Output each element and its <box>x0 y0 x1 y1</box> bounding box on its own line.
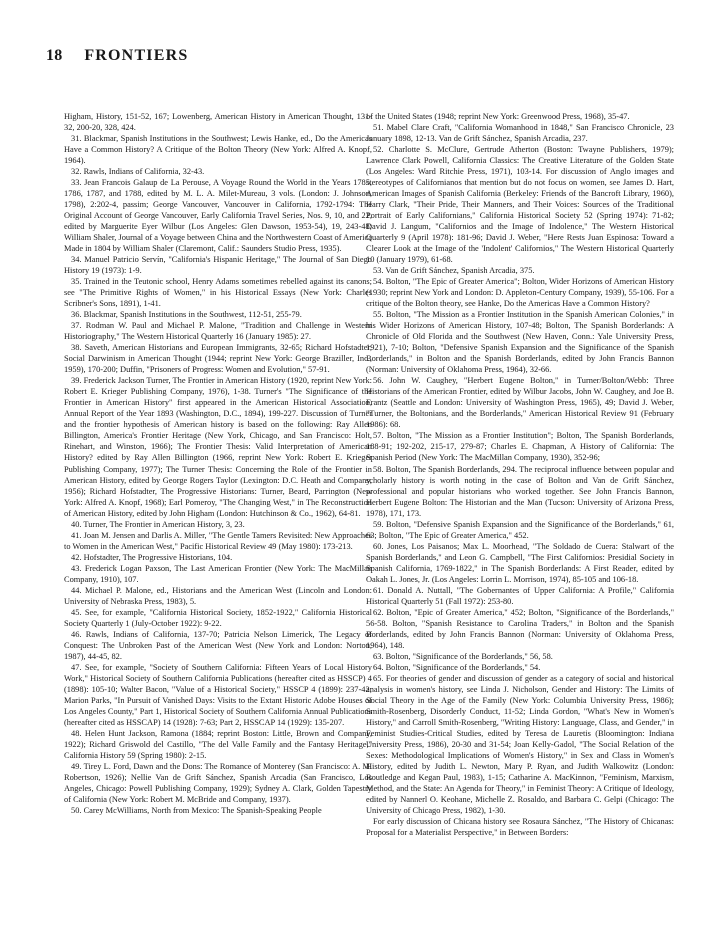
endnote: 42. Hofstadter, The Progressive Historians, 104. <box>71 552 233 562</box>
endnote: 39. Frederick Jackson Turner, The Frontier in American History (1920, reprint New York: Robert E. Krieger Publishing Company, 1976), 1-38. Turner's "The Significance of the Frontier in American History" first appeared in the American Historical Association, Annual Report of the Year 1893 (Washington, D.C., 1894), 199-227. Discussion of Turner and the frontier hypothesis of American history is based on the following: Ray Allen Billington, America's Frontier Heritage (New York, Chicago, and San Francisco: Holt, Rinehart, and Winston, 1966); The Frontier Thesis: Valid Interpretation of American History? edited by Ray Allen Billington (1966, reprint New York: Robert E. Krieger Publishing Company, 1977); The Turner Thesis: Concerning the Role of the Frontier in American History, edited by George Rogers Taylor (Lexington: D.C. Heath and Company, 1956); Richard Hofstadter, The Progressive Historians: Turner, Beard, Parrington (New York: Alfred A. Knopf, 1968); Earl Pomeroy, "The Changing West," in The Reconstruction of American History, edited by John Higham (London: Hutchinson & Co., 1962), 64-81. <box>64 376 372 518</box>
endnote: 53. Van de Grift Sánchez, Spanish Arcadia, 375. <box>373 266 535 276</box>
notes-column-right <box>366 111 674 838</box>
endnote: 64. Bolton, "Significance of the Borderlands," 54. <box>373 662 541 672</box>
endnote: 38. Saveth, American Historians and European Immigrants, 32-65; Richard Hofstadter, Social Darwinism in American Thought (1944; reprint New York: George Braziller, Inc., 1959), 170-200; Duffin, "Prisoners of Progress: Women and Evolution," 57-91. <box>64 343 372 375</box>
endnote: 50. Carey McWilliams, North from Mexico: The Spanish-Speaking People <box>71 805 322 815</box>
running-title: FRONTIERS <box>84 47 189 64</box>
endnote: 31. Blackmar, Spanish Institutions in the Southwest; Lewis Hanke, ed., Do the Americas Have a Common History? A Critique of the Bolton Theory (New York: Alfred A. Knopf, 1964). <box>64 134 372 166</box>
endnote: 43. Frederick Logan Paxson, The Last American Frontier (New York: The MacMillan Company, 1910), 107. <box>64 563 372 584</box>
endnote: 46. Rawls, Indians of California, 137-70; Patricia Nelson Limerick, The Legacy of Conquest: The Unbroken Past of the American West (New York and London: Norton, 1987), 44-45, 82. <box>64 629 372 661</box>
endnote: 32. Rawls, Indians of California, 32-43. <box>71 167 205 177</box>
endnote: 61. Donald A. Nuttall, "The Gobernantes of Upper California: A Profile," California Historical Quarterly 51 (Fall 1972): 253-80. <box>366 585 674 606</box>
endnote: 41. Joan M. Jensen and Darlis A. Miller, "The Gentle Tamers Revisited: New Approaches to Women in the American West," Pacific Historical Review 49 (May 1980): 173-213. <box>64 530 372 551</box>
endnote: 34. Manuel Patricio Servín, "California's Hispanic Heritage," The Journal of San Diego History 19 (1973): 1-9. <box>64 255 372 276</box>
endnote: of the United States (1948; reprint New York: Greenwood Press, 1968), 35-47. <box>366 112 630 121</box>
endnote: 37. Rodman W. Paul and Michael P. Malone, "Tradition and Challenge in Western Historiography," The Western Historical Quarterly 16 (January 1985): 27. <box>64 321 372 342</box>
endnote: 65. For theories of gender and discussion of gender as a category of social and historical analysis in women's history, see Linda J. Nicholson, Gender and History: The Limits of Social Theory in the Age of the Family (New York: Columbia University Press, 1986); Smith-Rosenberg, Disorderly Conduct, 11-52; Linda Gordon, "What's New in Women's History," and Carroll Smith-Rosenberg, "Writing History: Language, Class, and Gender," in Feminist Studies-Critical Studies, edited by Teresa de Lauretis (Bloomington: Indiana University Press, 1986), 20-30 and 31-54; Joan Kelly-Gadol, "The Social Relation of the Sexes: Methodological Implications of Women's History," in Sex and Class in Women's History, edited by Judith L. Newton, Mary P. Ryan, and Judith Walkowitz (London: Routledge and Kegan Paul, 1983), 1-15; Catharine A. MacKinnon, "Feminism, Marxism, Method, and the State: An Agenda for Theory," in Feminist Theory: A Critique of Ideology, edited by Nannerl O. Keohane, Michelle Z. Rosaldo, and Barbara C. Gelpi (Chicago: The University of Chicago Press, 1982), 1-30. <box>366 673 674 815</box>
endnote: 56. John W. Caughey, "Herbert Eugene Bolton," in Turner/Bolton/Webb: Three Historians of the American Frontier, edited by Wilbur Jacobs, John W. Caughey, and Joe B. Frantz (Seattle and London: University of Washington Press, 1965), 49; David J. Weber, "Turner, the Boltonians, and the Borderlands," American Historical Review 91 (February 1986): 68. <box>366 376 674 430</box>
endnote: 58. Bolton, The Spanish Borderlands, 294. The reciprocal influence between popular and scholarly history is worth noting in the case of Bolton and Van de Grift Sánchez, professional and popular historians who worked together. See John Francis Bannon, Herbert Eugene Bolton: The Historian and the Man (Tucson: University of Arizona Press, 1978), 171, 173. <box>366 464 674 518</box>
endnote: 45. See, for example, "California Historical Society, 1852-1922," California Historical Society Quarterly 1 (July-October 1922): 9-22. <box>64 607 372 628</box>
endnote: 49. Tirey L. Ford, Dawn and the Dons: The Romance of Monterey (San Francisco: A. M. Robertson, 1926); Nellie Van de Grift Sánchez, Spanish Arcadia (San Francisco, Los Angeles, Chicago: Powell Publishing Company, 1929); Sydney A. Clark, Golden Tapestry of California (New York: Robert M. McBride and Company, 1937). <box>64 761 372 804</box>
endnote: 52. Charlotte S. McClure, Gertrude Atherton (Boston: Twayne Publishers, 1979); Lawrence Clark Powell, California Classics: The Creative Literature of the Golden State (Los Angeles: Ward Ritchie Press, 1971), 103-14. For discussion of Anglo images and stereotypes of Californianos that mention but do not focus on women, see James D. Hart, American Images of Spanish California (Berkeley: Friends of the Bancroft Library, 1960), Harry Clark, "Their Pride, Their Manners, and Their Voices: Sources of the Traditional Portrait of Early Californians," California Historical Society 52 (Spring 1974): 71-82; David J. Langum, "Californios and the Image of Indolence," The Western Historical Quarterly 9 (April 1978): 181-96; David J. Weber, "Here Rests Juan Espinosa: Toward a Clearer Look at the Image of the 'Indolent' Californios," The Western Historical Quarterly 10 (January 1979), 61-68. <box>366 145 674 265</box>
endnote: 36. Blackmar, Spanish Institutions in the Southwest, 112-51, 255-79. <box>71 310 302 320</box>
endnote: 59. Bolton, "Defensive Spanish Expansion and the Significance of the Borderlands," 61, 63; Bolton, "The Epic of Greater America," 452. <box>366 519 674 540</box>
endnote: 40. Turner, The Frontier in American History, 3, 23. <box>71 519 245 529</box>
endnote: For early discussion of Chicana history see Rosaura Sánchez, "The History of Chicanas: Proposal for a Materialist Perspective," in Between Borders: <box>366 817 674 838</box>
endnote: 54. Bolton, "The Epic of Greater America"; Bolton, Wider Horizons of American History (1930; reprint New York and London: D. Appleton-Century Company, 1939), 55-106. For a critique of the Bolton theory, see Hanke, Do the Americas Have a Common History? <box>366 277 674 309</box>
endnote: 55. Bolton, "The Mission as a Frontier Institution in the Spanish American Colonies," in his Wider Horizons of American History, 107-48; Bolton, The Spanish Borderlands: A Chronicle of Old Florida and the Southwest (New Haven, Conn.: Yale University Press, 1921), 7-10; Bolton, "Defensive Spanish Expansion and the Significance of the Spanish Borderlands," in Bolton and the Spanish Borderlands, edited by John Francis Bannon (Norman: University of Oklahoma Press, 1964), 32-66. <box>366 310 674 375</box>
endnote: 33. Jean Francois Galaup de La Perouse, A Voyage Round the World in the Years 1785, 1786, 1787, and 1788, edited by M. L. A. Milet-Mureau, 3 vols. (London: J. Johnson, 1798), 2:202-4, passim; George Vancouver, Vancouver in California, 1792-1794: The Original Account of George Vancouver, Early California Travel Series, Nos. 9, 10, and 22, edited by Marguerite Eyer Wilbur (Los Angeles: Glen Dawson, 1953-54), 19, 243-48; William Shaler, Journal of a Voyage between China and the Northwestern Coast of America Made in 1804 by William Shaler (Claremont, Calif.: Saunders Studio Press, 1935). <box>64 178 372 254</box>
endnote: 60. Jones, Los Paisanos; Max L. Moorhead, "The Soldado de Cuera: Stalwart of the Spanish Borderlands," and Leon G. Campbell, "The First Californios: Presidial Society in Spanish California, 1769-1822," in The Spanish Borderlands: A First Reader, edited by Oakah L. Jones, Jr. (Los Angeles: Lorrin L. Morrison, 1974), 85-105 and 106-18. <box>366 541 674 584</box>
endnote: 62. Bolton, "Epic of Greater America," 452; Bolton, "Significance of the Borderlands," 56-58. Bolton, "Spanish Resistance to Carolina Traders," in Bolton and the Spanish Borderlands, edited by John Francis Bannon (Norman: University of Oklahoma Press, 1964), 148. <box>366 607 674 650</box>
page-number: 18 <box>46 47 63 64</box>
endnote: 44. Michael P. Malone, ed., Historians and the American West (Lincoln and London: University of Nebraska Press, 1983), 5. <box>64 585 372 606</box>
endnote: 48. Helen Hunt Jackson, Ramona (1884; reprint Boston: Little, Brown and Company, 1922); Richard Griswold del Castillo, "The del Valle Family and the Fantasy Heritage," California History 59 (Spring 1980): 2-15. <box>64 728 372 760</box>
endnote: Higham, History, 151-52, 167; Lowenberg, American History in American Thought, 131-32, 200-20, 328, 424. <box>64 112 372 133</box>
endnote: 57. Bolton, "The Mission as a Frontier Institution"; Bolton, The Spanish Borderlands, 188-91; 192-202, 215-17, 279-87; Charles E. Chapman, A History of California: The Spanish Period (New York: The MacMillan Company, 1930), 352-96; <box>366 431 674 463</box>
endnote: 35. Trained in the Teutonic school, Henry Adams sometimes rebelled against its canons; see "The Primitive Rights of Women," in his Historical Essays (New York: Charles Scribner's Sons, 1891), 1-41. <box>64 277 372 309</box>
notes-column-left <box>64 111 372 816</box>
running-header <box>46 47 188 65</box>
endnote: 51. Mabel Clare Craft, "California Womanhood in 1848," San Francisco Chronicle, 23 January 1898, 12-13. Van de Grift Sánchez, Spanish Arcadia, 237. <box>366 123 674 144</box>
endnote: 63. Bolton, "Significance of the Borderlands," 56, 58. <box>373 651 553 661</box>
endnote: 47. See, for example, "Society of Southern California: Fifteen Years of Local History Work," Historical Society of Southern California Publications (hereafter cited as HSSCP) 4 (1898): 105-10; Walter Bacon, "Value of a Historical Society," HSSCP 4 (1899): 237-42; Marion Parks, "In Pursuit of Vanished Days: Visits to the Extant Historic Adobe Houses of Los Angeles County," Part 1, Historical Society of Southern California Annual Publications (hereafter cited as HSSCAP) 14 (1928): 7-63; Part 2, HSSCAP 14 (1929): 135-207. <box>64 662 372 727</box>
